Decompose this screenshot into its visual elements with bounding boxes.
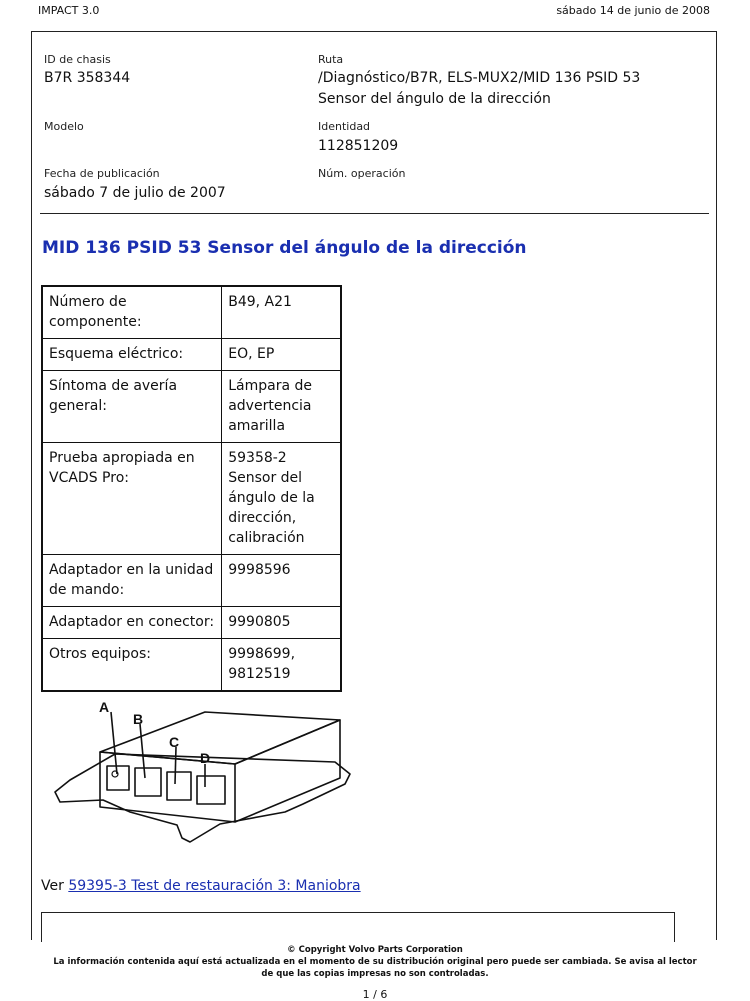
socket-d xyxy=(197,776,225,804)
see-also xyxy=(41,878,361,894)
label-c: C xyxy=(169,734,180,750)
spec-key: Otros equipos: xyxy=(42,639,222,692)
leader-b xyxy=(140,724,145,778)
spec-value: EO, EP xyxy=(222,339,341,371)
spec-value: 59358-2 Sensor del ángulo de la dirección, calibración xyxy=(222,443,341,555)
spec-key: Adaptador en la unidad de mando: xyxy=(42,555,222,607)
control-unit-diagram xyxy=(45,692,365,857)
spec-key: Prueba apropiada en VCADS Pro: xyxy=(42,443,222,555)
table-row xyxy=(42,286,341,339)
publication-label: Fecha de publicación xyxy=(44,167,160,180)
spec-key: Síntoma de avería general: xyxy=(42,371,222,443)
socket-screw xyxy=(112,771,118,777)
socket-a xyxy=(107,766,129,790)
leader-c xyxy=(175,747,176,784)
label-b: B xyxy=(133,711,144,727)
socket-c xyxy=(167,772,191,800)
top-bar xyxy=(38,4,710,20)
spec-value: 9990805 xyxy=(222,607,341,639)
next-section-box xyxy=(41,912,675,942)
leader-a xyxy=(111,712,117,774)
identity-value: 112851209 xyxy=(318,138,399,154)
route-label: Ruta xyxy=(318,53,344,66)
app-name: IMPACT 3.0 xyxy=(38,4,100,17)
route-line-2: Sensor del ángulo de la dirección xyxy=(318,91,551,107)
label-a: A xyxy=(99,699,110,715)
table-row xyxy=(42,371,341,443)
spec-key: Adaptador en conector: xyxy=(42,607,222,639)
page-number: 1 / 6 xyxy=(362,988,388,1001)
footer xyxy=(0,944,750,1001)
spec-key: Esquema eléctrico: xyxy=(42,339,222,371)
label-d: D xyxy=(200,750,211,766)
table-row xyxy=(42,443,341,555)
spec-value: 9998699, 9812519 xyxy=(222,639,341,692)
distribution-notice: La información contenida aquí está actualizada en el momento de su distribución original pero puede ser cambiada. Se avisa al lector de que las copias impresas no son controladas. xyxy=(53,957,697,979)
see-also-link[interactable]: 59395-3 Test de restauración 3: Maniobra xyxy=(68,878,361,894)
box-side xyxy=(235,720,340,822)
table-row xyxy=(42,639,341,692)
header-divider xyxy=(40,213,709,214)
print-date: sábado 14 de junio de 2008 xyxy=(556,4,710,17)
model-label: Modelo xyxy=(44,120,84,133)
chassis-label: ID de chasis xyxy=(44,53,111,66)
see-also-prefix: Ver xyxy=(41,878,69,894)
spec-value: B49, A21 xyxy=(222,286,341,339)
chassis-value: B7R 358344 xyxy=(44,70,131,86)
spec-value: Lámpara de advertencia amarilla xyxy=(222,371,341,443)
table-row xyxy=(42,555,341,607)
table-row xyxy=(42,339,341,371)
identity-label: Identidad xyxy=(318,120,371,133)
copyright: © Copyright Volvo Parts Corporation xyxy=(287,945,463,955)
socket-b xyxy=(135,768,161,796)
page-title: MID 136 PSID 53 Sensor del ángulo de la dirección xyxy=(42,238,527,258)
operation-label: Núm. operación xyxy=(318,167,406,180)
spec-table xyxy=(41,285,342,692)
publication-value: sábado 7 de julio de 2007 xyxy=(44,185,226,201)
spec-value: 9998596 xyxy=(222,555,341,607)
route-line-1: /Diagnóstico/B7R, ELS-MUX2/MID 136 PSID 53 xyxy=(318,70,641,86)
table-row xyxy=(42,607,341,639)
spec-key: Número de componente: xyxy=(42,286,222,339)
